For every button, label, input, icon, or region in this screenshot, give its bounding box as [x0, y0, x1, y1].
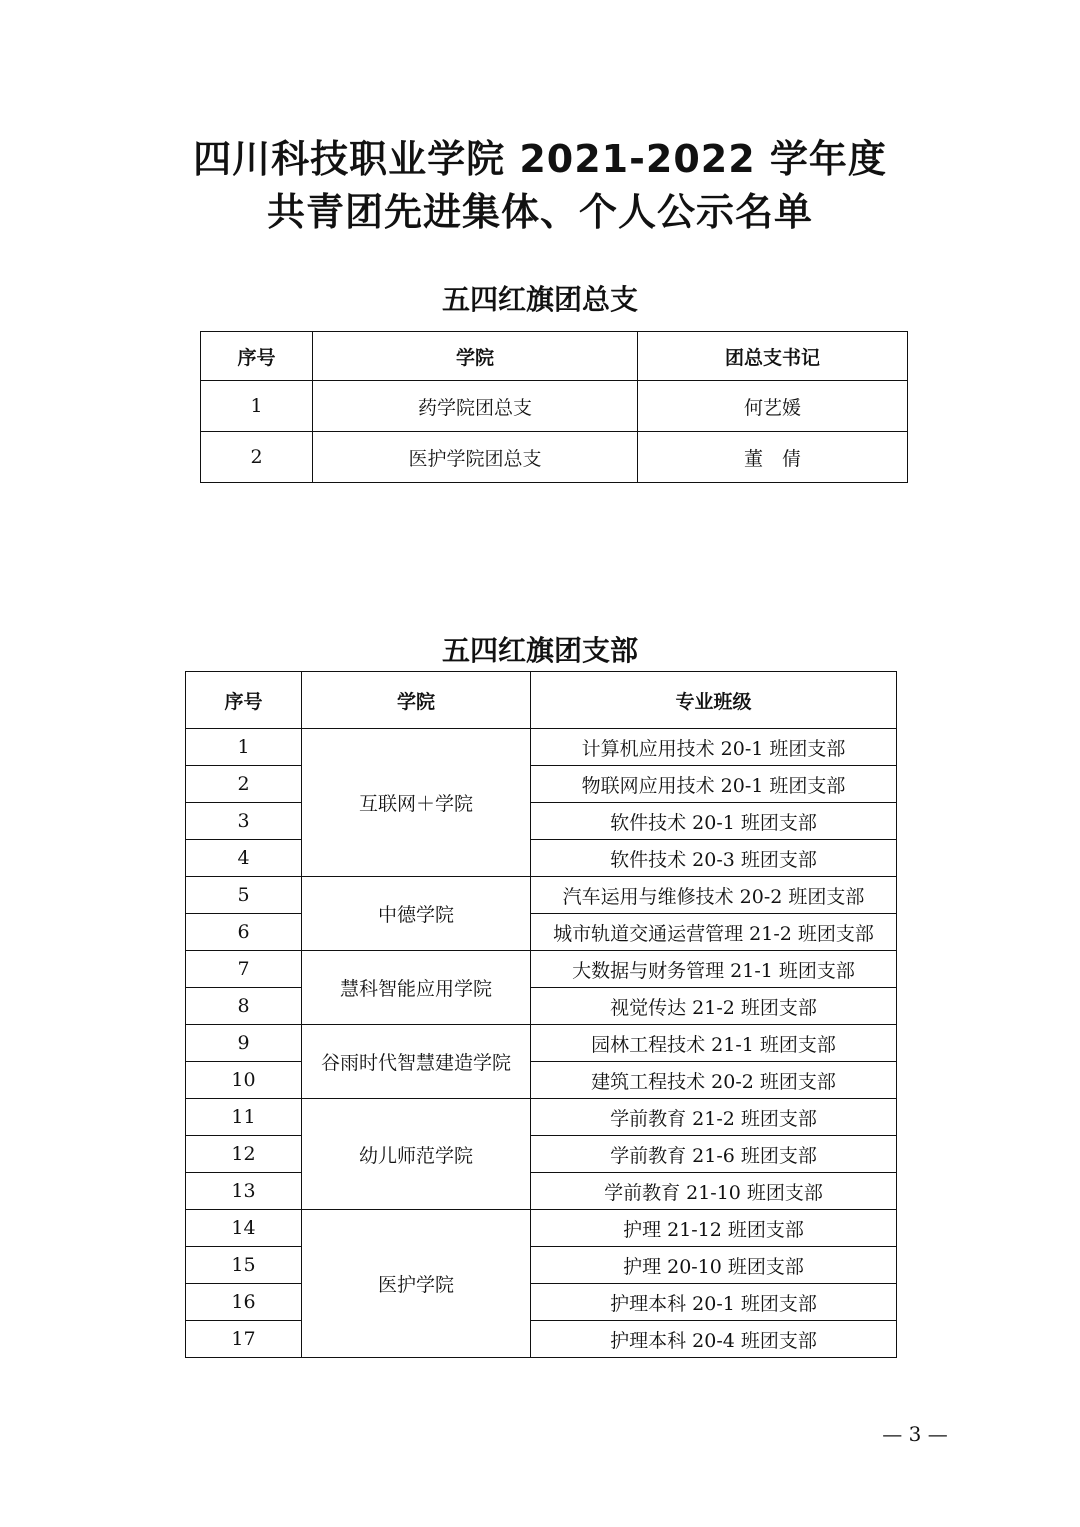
table-header-row — [186, 672, 897, 729]
cell-no: 17 — [186, 1321, 302, 1358]
cell-no: 1 — [201, 381, 313, 432]
cell-class: 汽车运用与维修技术 20-2 班团支部 — [531, 877, 897, 914]
cell-no: 5 — [186, 877, 302, 914]
cell-no: 3 — [186, 803, 302, 840]
cell-class: 视觉传达 21-2 班团支部 — [531, 988, 897, 1025]
section-heading-branches: 五四红旗团支部 — [441, 634, 638, 667]
cell-no: 11 — [186, 1099, 302, 1136]
branch-table — [185, 671, 897, 1358]
table-row — [186, 1210, 897, 1247]
cell-no: 2 — [186, 766, 302, 803]
cell-no: 7 — [186, 951, 302, 988]
cell-no: 13 — [186, 1173, 302, 1210]
table-row — [186, 1062, 897, 1099]
cell-class: 软件技术 20-1 班团支部 — [531, 803, 897, 840]
cell-college: 医护学院团总支 — [313, 432, 638, 483]
section-heading-branch-committees: 五四红旗团总支 — [441, 283, 638, 316]
cell-college: 互联网＋学院 — [302, 729, 531, 877]
cell-class: 园林工程技术 21-1 班团支部 — [531, 1025, 897, 1062]
table-row — [186, 877, 897, 914]
document-title-line-2: 共青团先进集体、个人公示名单 — [266, 190, 813, 234]
table-row — [186, 1284, 897, 1321]
table-row — [186, 951, 897, 988]
cell-no: 2 — [201, 432, 313, 483]
cell-college: 谷雨时代智慧建造学院 — [302, 1025, 531, 1099]
column-header-secretary: 团总支书记 — [638, 332, 908, 381]
cell-no: 9 — [186, 1025, 302, 1062]
cell-no: 16 — [186, 1284, 302, 1321]
cell-class: 软件技术 20-3 班团支部 — [531, 840, 897, 877]
table-row — [186, 1247, 897, 1284]
table-row — [186, 766, 897, 803]
cell-secretary: 何艺媛 — [638, 381, 908, 432]
cell-no: 15 — [186, 1247, 302, 1284]
table-row — [186, 914, 897, 951]
cell-class: 物联网应用技术 20-1 班团支部 — [531, 766, 897, 803]
cell-college: 中德学院 — [302, 877, 531, 951]
table-row — [186, 1321, 897, 1358]
document-title-line-1: 四川科技职业学院 2021-2022 学年度 — [193, 137, 887, 181]
cell-no: 4 — [186, 840, 302, 877]
cell-no: 10 — [186, 1062, 302, 1099]
cell-no: 12 — [186, 1136, 302, 1173]
column-header-college: 学院 — [302, 672, 531, 729]
cell-class: 学前教育 21-10 班团支部 — [531, 1173, 897, 1210]
table-row — [186, 729, 897, 766]
cell-college: 药学院团总支 — [313, 381, 638, 432]
cell-class: 护理本科 20-1 班团支部 — [531, 1284, 897, 1321]
cell-no: 8 — [186, 988, 302, 1025]
column-header-class: 专业班级 — [531, 672, 897, 729]
cell-class: 护理 20-10 班团支部 — [531, 1247, 897, 1284]
table-row — [186, 840, 897, 877]
table-row — [186, 988, 897, 1025]
cell-no: 14 — [186, 1210, 302, 1247]
column-header-no: 序号 — [201, 332, 313, 381]
cell-class: 计算机应用技术 20-1 班团支部 — [531, 729, 897, 766]
branch-committee-table — [200, 331, 908, 483]
cell-secretary: 董 倩 — [638, 432, 908, 483]
cell-class: 大数据与财务管理 21-1 班团支部 — [531, 951, 897, 988]
table-row — [186, 803, 897, 840]
cell-class: 护理本科 20-4 班团支部 — [531, 1321, 897, 1358]
table-header-row — [201, 332, 908, 381]
table-row — [186, 1173, 897, 1210]
cell-no: 1 — [186, 729, 302, 766]
cell-class: 学前教育 21-2 班团支部 — [531, 1099, 897, 1136]
table-row — [186, 1099, 897, 1136]
column-header-no: 序号 — [186, 672, 302, 729]
page-number: — 3 — — [882, 1422, 948, 1446]
table-row — [186, 1025, 897, 1062]
cell-class: 建筑工程技术 20-2 班团支部 — [531, 1062, 897, 1099]
cell-college: 幼儿师范学院 — [302, 1099, 531, 1210]
table-row — [201, 432, 908, 483]
cell-class: 护理 21-12 班团支部 — [531, 1210, 897, 1247]
table-row — [201, 381, 908, 432]
column-header-college: 学院 — [313, 332, 638, 381]
cell-class: 城市轨道交通运营管理 21-2 班团支部 — [531, 914, 897, 951]
table-row — [186, 1136, 897, 1173]
cell-college: 慧科智能应用学院 — [302, 951, 531, 1025]
cell-class: 学前教育 21-6 班团支部 — [531, 1136, 897, 1173]
cell-college: 医护学院 — [302, 1210, 531, 1358]
cell-no: 6 — [186, 914, 302, 951]
